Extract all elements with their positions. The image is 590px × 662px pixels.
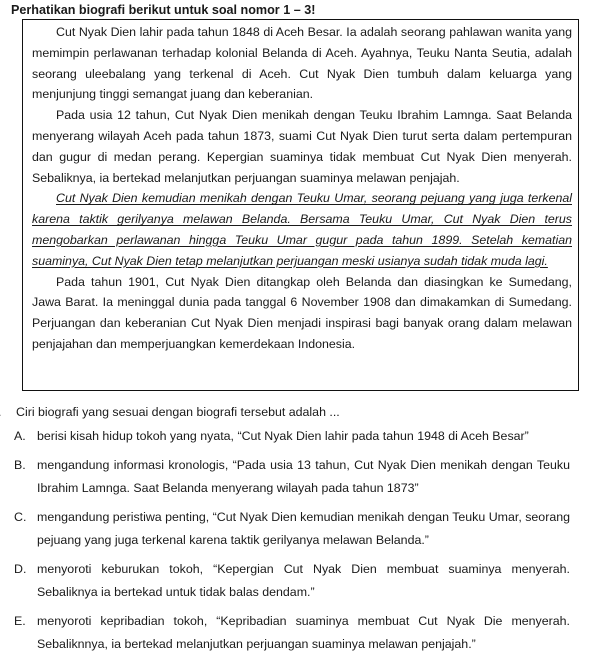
option-e[interactable] [0,610,584,656]
passage-paragraph-3-underlined: Cut Nyak Dien kemudian menikah dengan Teuku Umar, seorang pejuang yang juga terkenal karena taktik gerilyanya melawan Belanda. Bersama Teuku Umar, Cut Nyak Dien terus mengobarkan perlawanan hingga Teuku Umar gugur pada tahun 1899. Setelah kematian suaminya, Cut Nyak Dien tetap melanjutkan perjuangan meski usianya sudah tidak muda lagi. [32,191,572,268]
instruction-heading: Perhatikan biografi berikut untuk soal nomor 1 – 3! [11,3,316,17]
option-d-letter: D. [14,562,27,576]
option-e-text: menyoroti kepribadian tokoh, “Kepribadian suaminya membuat Cut Nyak Die menyerah. Sebaliknnya, ia bertekad melanjutkan perjuangan suaminya melawan penjajah.” [37,614,570,651]
option-b-text: mengandung informasi kronologis, “Pada usia 13 tahun, Cut Nyak Dien menikah dengan Teuku Ibrahim Lamnga. Saat Belanda menyerang wilayah pada tahun 1873” [37,458,570,495]
option-a-letter: A. [14,429,26,443]
option-c-letter: C. [14,510,27,524]
option-b-letter: B. [14,458,26,472]
option-e-letter: E. [14,614,26,628]
option-c-text: mengandung peristiwa penting, “Cut Nyak Dien kemudian menikah dengan Teuku Umar, seorang pejuang yang juga terkenal karena taktik gerilyanya melawan Belanda.” [37,510,570,547]
question-number [0,403,1,421]
option-d[interactable] [0,558,584,604]
option-a-text: berisi kisah hidup tokoh yang nyata, “Cut Nyak Dien lahir pada tahun 1948 di Aceh Besar” [37,429,529,443]
answer-options [0,425,584,662]
passage-paragraph-2: Pada usia 12 tahun, Cut Nyak Dien menikah dengan Teuku Ibrahim Lamnga. Saat Belanda menyerang wilayah Aceh pada tahun 1873, suami Cut Nyak Dien turut serta dalam pertempuran dan gugur di medan perang. Kepergian suaminya tidak membuat Cut Nyak Dien menyerah. Sebaliknya, ia bertekad melanjutkan perjuangan suaminya melawan penjajah. [32,108,572,185]
option-b[interactable] [0,454,584,500]
question-stem: Ciri biografi yang sesuai dengan biografi tersebut adalah ... [16,405,340,419]
option-a[interactable] [0,425,584,448]
option-d-text: menyoroti keburukan tokoh, “Kepergian Cut Nyak Dien membuat suaminya menyerah. Sebaliknya ia bertekad untuk tidak balas dendam.” [37,562,570,599]
biography-passage [22,19,579,391]
passage-paragraph-1: Cut Nyak Dien lahir pada tahun 1848 di Aceh Besar. Ia adalah seorang pahlawan wanita yang memimpin perlawanan terhadap kolonial Belanda di Aceh. Ayahnya, Teuku Nanta Seutia, adalah seorang uleebalang yang terkenal di Aceh. Cut Nyak Dien tumbuh dalam keluarga yang menjunjung tinggi semangat juang dan keberanian. [32,25,572,102]
passage-paragraph-4: Pada tahun 1901, Cut Nyak Dien ditangkap oleh Belanda dan diasingkan ke Sumedang, Jawa Barat. Ia meninggal dunia pada tanggal 6 November 1908 dan dimakamkan di Sumedang. Perjuangan dan keberanian Cut Nyak Dien menjadi inspirasi bagi banyak orang dalam melawan penjajahan dan memperjuangkan kemerdekaan Indonesia. [32,274,572,351]
option-c[interactable] [0,506,584,552]
